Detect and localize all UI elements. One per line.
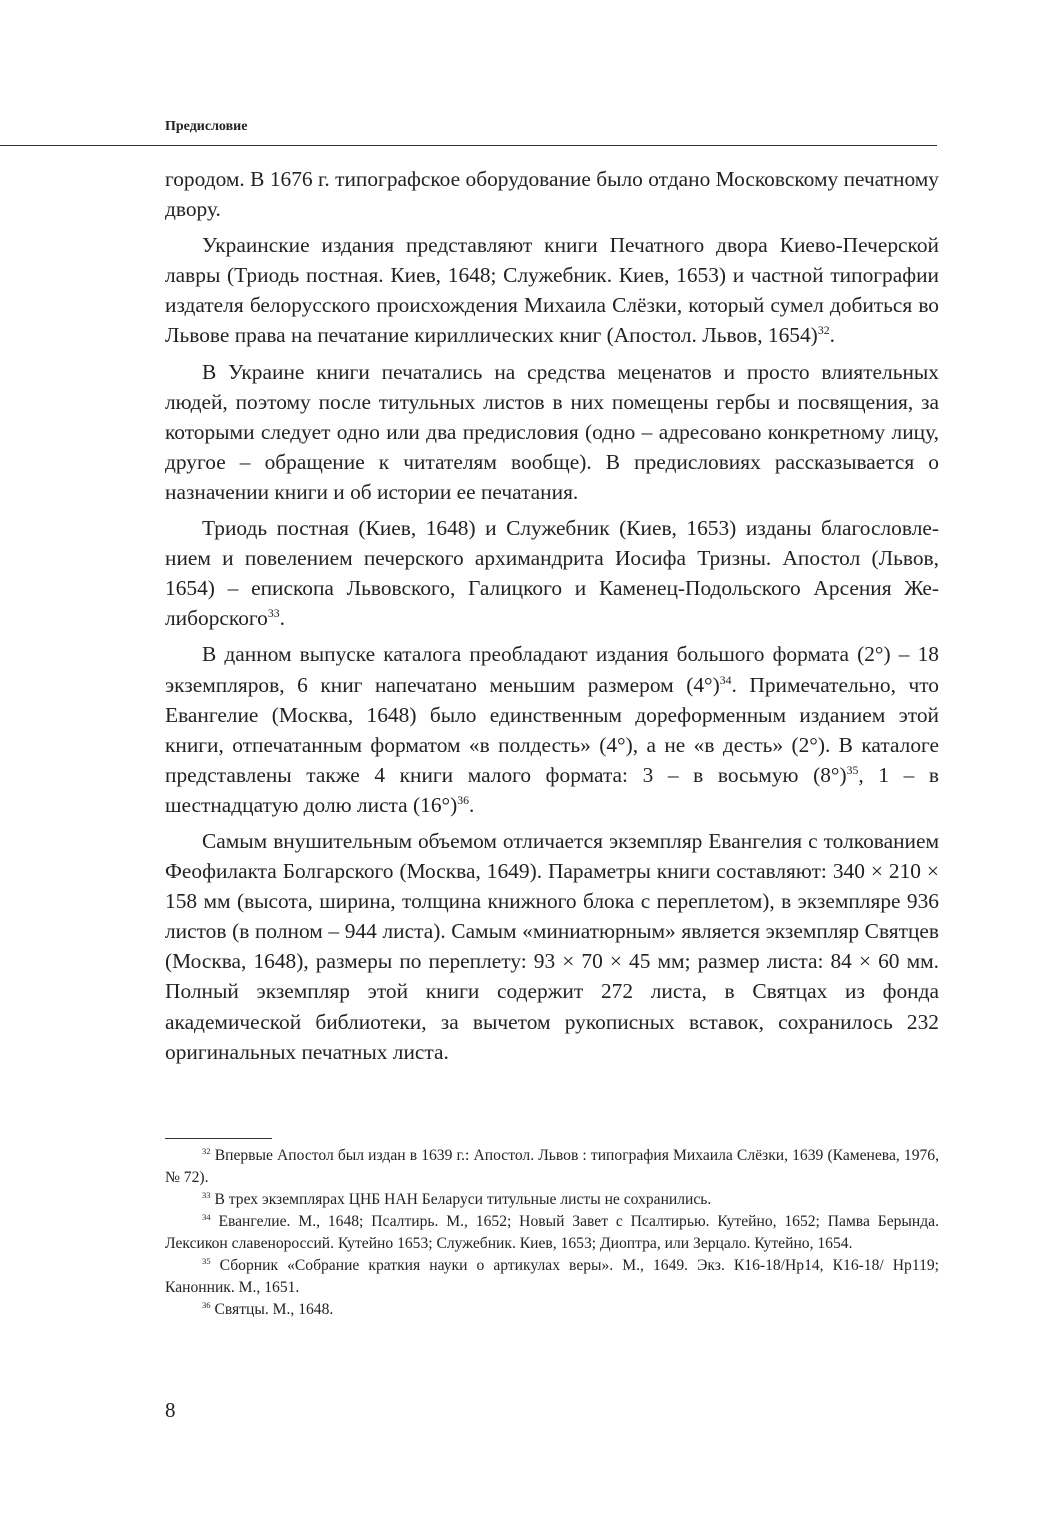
footnote-33 <box>165 1189 939 1211</box>
footnote-text: Впервые Апостол был издан в 1639 г.: Апостол. Львов : типография Михаила Слёзки, 1639 (Каменева, 1976, № 72). <box>165 1147 939 1186</box>
paragraph-6-text: Самым внушительным объемом отличается экземпляр Евангелия с толкованием Феофилакта Болгарского (Москва, 1649). Параметры книги составляют: 340 × 210 × 158 мм (высота, ширина, толщина книжного блока с переплетом), в экземпляре 936 листов (в полном – 944 листа). Самым «миниатюрным» является экземпляр Святцев (Москва, 1648), размеры по переплету: 93 × 70 × 45 мм; размер листа: 84 × 60 мм. Полный экземпляр этой книги содержит 272 листа, в Святцах из фонда академической библиотеки, за вычетом рукописных вставок, сохранилось 232 оригинальных печатных листа. <box>165 828 939 1064</box>
paragraph-1 <box>165 164 939 224</box>
paragraph-5: В данном выпуске каталога преобладают издания большого формата (2°) – 18 экземпляров, 6 книг напечатано меньшим размером $(4^\circ)^{34}$. Примечательно, что Евангелие (Москва, 1648) было единственным дореформенным изданием этой книги, отпечатанным форматом «в полдесть» (4°), а не «в десть» (2°). В каталоге представлены также 4 книги малого формата: 3 – в восьмую $(8^\circ)^{35}$, 1 – в шестнадцатую долю листа $(16^\circ)^{36}$. <box>165 642 939 817</box>
footnote-number: 34 <box>202 1211 211 1222</box>
footnote-number: 33 <box>202 1189 211 1200</box>
header-rule <box>0 145 937 146</box>
footnote-text: Святцы. М., 1648. <box>214 1301 334 1318</box>
body-text <box>165 164 939 1067</box>
paragraph-3-text: В Украине книги печатались на средства меценатов и просто влиятельных людей, поэтому после титульных листов в них помещены гербы и посвящения, за которыми следует одно или два предисловия (одно – адресовано конкретному лицу, другое – обращение к читателям вообще). В предисловиях рассказывается о назначении книги и об истории ее печатания. <box>165 359 939 504</box>
footnote-text: В трех экземплярах ЦНБ НАН Беларуси титульные листы не сохранились. <box>214 1191 712 1208</box>
paragraph-5-text-b: . Примечательно, что Евангелие (Москва, 1648) было единственным дореформенным изданием этой книги, отпечатанным форматом «в полдесть» (4°), а не «в десть» (2°). В каталоге представлены также 4 книги малого формата: 3 – в восьмую (8°) <box>165 672 939 787</box>
footnote-number: 32 <box>202 1145 211 1156</box>
paragraph-6 <box>165 826 939 1067</box>
footnote-35 <box>165 1255 939 1299</box>
footnote-ref-33: 33 <box>267 607 280 621</box>
footnote-ref-36: 36 <box>457 793 469 807</box>
footnote-ref-34: 34 <box>719 673 732 687</box>
footnote-ref-32: 32 <box>817 324 830 338</box>
paragraph-4: Триодь постная (Киев, 1648) и Служебник (Киев, 1653) изданы благословлением и повелением печерского архимандрита Иосифа Тризны. Апостол (Львов, 1654) – епископа Львовского, Галицкого и Каменец-Подольского Арсения Желиборского$^{33}$. <box>165 516 939 631</box>
footnote-34 <box>165 1211 939 1255</box>
footnote-rule <box>165 1138 272 1139</box>
paragraph-1-text: городом. В 1676 г. типографское оборудование было отдано Московскому печатному двору. <box>165 167 939 222</box>
footnote-36 <box>165 1299 939 1321</box>
footnote-number: 35 <box>202 1255 211 1266</box>
paragraph-5-text-c: , 1 – в шестнадцатую долю листа (16°) <box>165 762 939 817</box>
footnote-text: Евангелие. М., 1648; Псалтирь. М., 1652; Новый Завет с Псалтирью. Кутейно, 1652; Памва Берында. Лексикон славенороссий. Кутейно 1653; Служебник. Киев, 1653; Диоптра, или Зерцало. Кутейно, 1654. <box>165 1213 939 1252</box>
paragraph-3 <box>165 357 939 507</box>
running-head: Предисловие <box>165 119 248 134</box>
paragraph-4-text: Триодь постная (Киев, 1648) и Служебник (Киев, 1653) изданы благословлением и повелением печерского архимандрита Иосифа Тризны. Апостол (Львов, 1654) – епископа Львовского, Галицкого и Каменец-Подольского Арсения Желиборского <box>165 516 939 631</box>
paragraph-2: Украинские издания представляют книги Печатного двора Киево-Печерской лавры (Триодь постная. Киев, 1648; Служебник. Киев, 1653) и частной типографии издателя белорусского происхождения Михаила Слёзки, который сумел добиться во Львове права на печатание кириллических книг (Апостол. Львов, 1654)$^{32}$. <box>165 233 939 348</box>
paragraph-5-text-a: В данном выпуске каталога преобладают издания большого формата (2°) – 18 экземпляров, 6 книг напечатано меньшим размером (4°) <box>165 642 939 697</box>
footnote-number: 36 <box>202 1299 211 1310</box>
footnote-32 <box>165 1145 939 1189</box>
footnote-text: Сборник «Собрание краткия науки о артикулах веры». М., 1649. Экз. К16-18/Нр14, К16-18/ Нр119; Канонник. М., 1651. <box>165 1257 939 1296</box>
footnote-ref-35: 35 <box>846 763 859 777</box>
footnotes <box>165 1145 939 1321</box>
page-number: 8 <box>165 1398 176 1422</box>
paragraph-2-text: Украинские издания представляют книги Печатного двора Киево-Печерской лавры (Триодь постная. Киев, 1648; Служебник. Киев, 1653) и частной типографии издателя белорусского происхождения Михаила Слёзки, который сумел добиться во Львове права на печатание кириллических книг (Апостол. Львов, 1654) <box>165 233 939 348</box>
